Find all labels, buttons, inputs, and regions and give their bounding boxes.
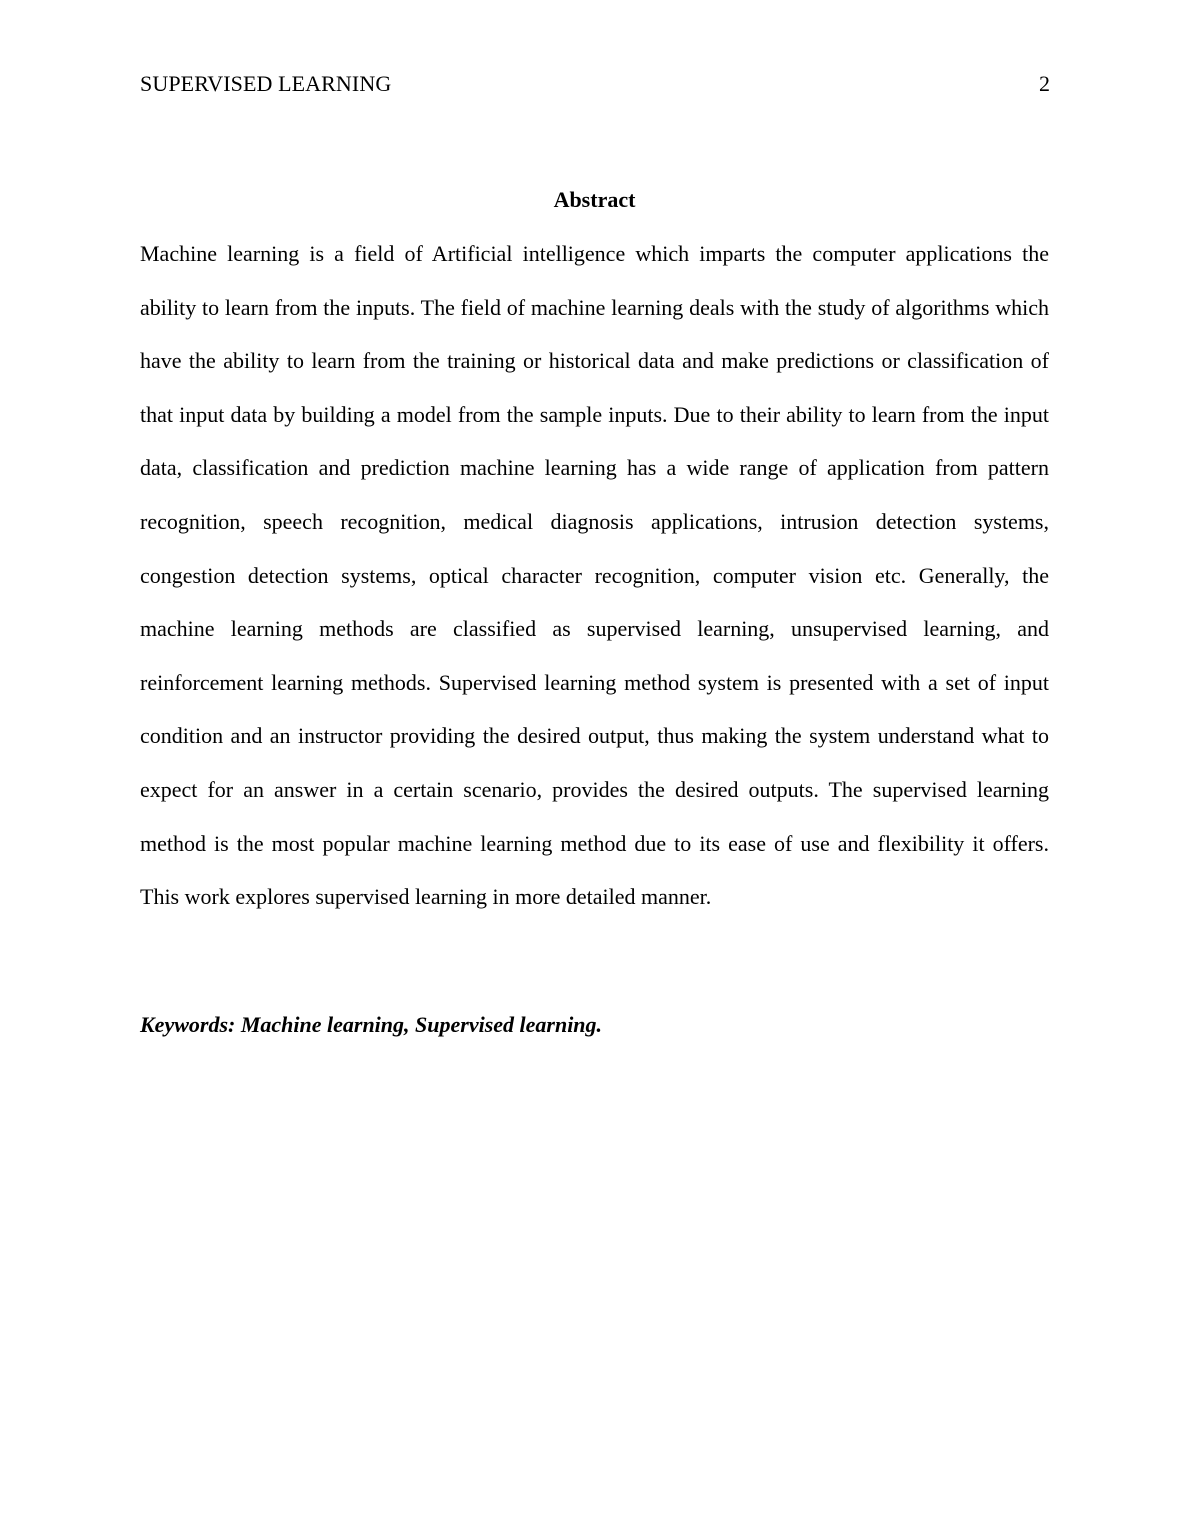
keywords: Keywords: Machine learning, Supervised learning. [140,1012,603,1037]
abstract-body: Machine learning is a field of Artificial intelligence which imparts the computer applications the ability to learn from the inputs. The field of machine learning deals with the study of algorithms which have the ability to learn from the training or historical data and make predictions or classification of that input data by building a model from the sample inputs. Due to their ability to learn from the input data, classification and prediction machine learning has a wide range of application from pattern recognition, speech recognition, medical diagnosis applications, intrusion detection systems, congestion detection systems, optical character recognition, computer vision etc. Generally, the machine learning methods are classified as supervised learning, unsupervised learning, and reinforcement learning methods. Supervised learning method system is presented with a set of input condition and an instructor providing the desired output, thus making the system understand what to expect for an answer in a certain scenario, provides the desired outputs. The supervised learning method is the most popular machine learning method due to its ease of use and flexibility it offers. This work explores supervised learning in more detailed manner. [140,241,1049,910]
running-head: SUPERVISED LEARNING [140,71,392,96]
abstract-heading: Abstract [553,187,636,212]
page-number: 2 [1039,71,1050,96]
